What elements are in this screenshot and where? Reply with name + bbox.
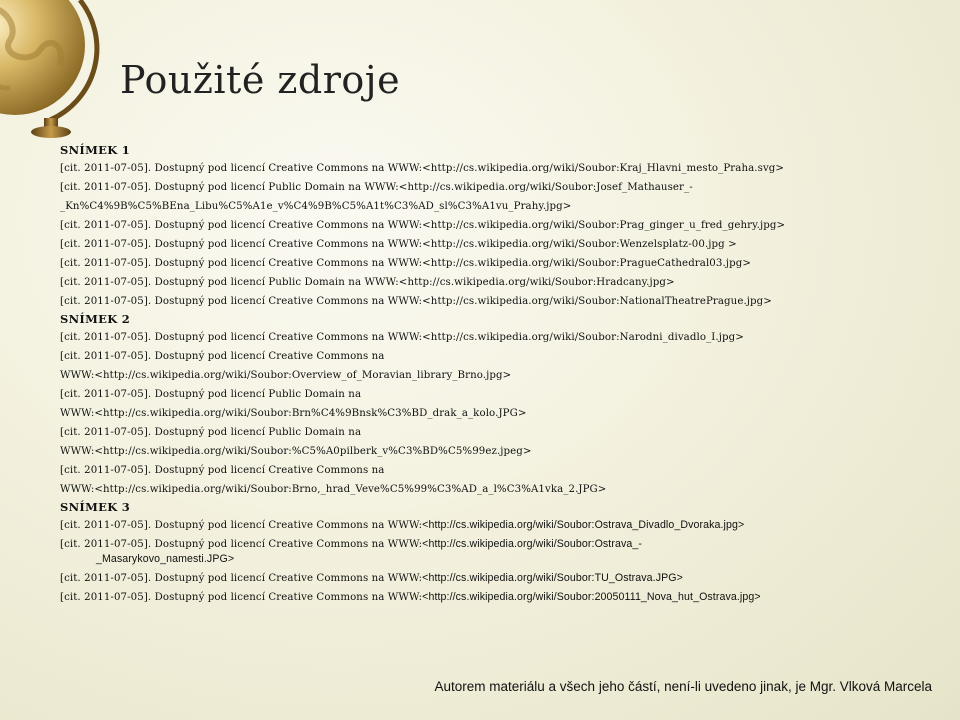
source-line: WWW:<http://cs.wikipedia.org/wiki/Soubor:Overview_of_Moravian_library_Brno.jpg>: [60, 370, 512, 381]
source-line: WWW:<http://cs.wikipedia.org/wiki/Soubor:Brn%C4%9Bnsk%C3%BD_drak_a_kolo.JPG>: [60, 408, 527, 419]
source-line: [cit. 2011-07-05]. Dostupný pod licencí Public Domain na WWW:<http://cs.wikipedia.org/wiki/Soubor:Josef_Mathauser_-: [60, 182, 693, 193]
source-line: [cit. 2011-07-05]. Dostupný pod licencí Public Domain na: [60, 427, 362, 438]
slide-title: Použité zdroje: [120, 58, 401, 102]
source-line: [cit. 2011-07-05]. Dostupný pod licencí Public Domain na: [60, 389, 362, 400]
source-line: [cit. 2011-07-05]. Dostupný pod licencí Creative Commons na WWW:<http://cs.wikipedia.org/wiki/Soubor:PragueCathedral03.jpg>: [60, 258, 751, 269]
source-line: [cit. 2011-07-05]. Dostupný pod licencí Creative Commons na: [60, 351, 385, 362]
source-line: [60, 516, 940, 535]
source-line: [cit. 2011-07-05]. Dostupný pod licencí Creative Commons na WWW:<http://cs.wikipedia.org/wiki/Soubor:Kraj_Hlavni_mesto_Praha.svg>: [60, 163, 785, 174]
source-url: <http://cs.wikipedia.org/wiki/Soubor:TU_Ostrava.JPG>: [422, 572, 683, 584]
source-line: _Kn%C4%9B%C5%BEna_Libu%C5%A1e_v%C4%9B%C5%A1t%C3%AD_sl%C3%A1vu_Prahy.jpg>: [60, 201, 572, 212]
source-url: <http://cs.wikipedia.org/wiki/Soubor:Ostrava_-: [422, 538, 642, 550]
source-line: WWW:<http://cs.wikipedia.org/wiki/Soubor:Brno,_hrad_Veve%C5%99%C3%AD_a_l%C3%A1vka_2.JPG>: [60, 484, 607, 495]
source-citation: [cit. 2011-07-05]. Dostupný pod licencí Creative Commons na WWW:: [60, 520, 423, 531]
source-line: [cit. 2011-07-05]. Dostupný pod licencí Creative Commons na WWW:<http://cs.wikipedia.org/wiki/Soubor:Wenzelsplatz-00.jpg >: [60, 239, 737, 250]
sources-list: [60, 142, 940, 607]
source-line: [cit. 2011-07-05]. Dostupný pod licencí Public Domain na WWW:<http://cs.wikipedia.org/wiki/Soubor:Hradcany.jpg>: [60, 277, 675, 288]
source-line: [60, 588, 940, 607]
author-footer: Autorem materiálu a všech jeho částí, není-li uvedeno jinak, je Mgr. Vlková Marcela: [434, 679, 932, 694]
source-line: [cit. 2011-07-05]. Dostupný pod licencí Creative Commons na: [60, 465, 385, 476]
source-line: [cit. 2011-07-05]. Dostupný pod licencí Creative Commons na WWW:<http://cs.wikipedia.org/wiki/Soubor:NationalTheatrePrague.jpg>: [60, 296, 772, 307]
source-line: [60, 535, 940, 569]
source-url: <http://cs.wikipedia.org/wiki/Soubor:20050111_Nova_hut_Ostrava.jpg>: [422, 591, 761, 603]
source-line: [cit. 2011-07-05]. Dostupný pod licencí Creative Commons na WWW:<http://cs.wikipedia.org/wiki/Soubor:Narodni_divadlo_I.jpg>: [60, 332, 744, 343]
source-line: [60, 569, 940, 588]
source-url-continuation: _Masarykovo_namesti.JPG>: [96, 553, 235, 565]
source-citation: [cit. 2011-07-05]. Dostupný pod licencí Creative Commons na WWW:: [60, 539, 423, 550]
source-url: <http://cs.wikipedia.org/wiki/Soubor:Ostrava_Divadlo_Dvoraka.jpg>: [422, 519, 745, 531]
section-heading: SNÍMEK 3: [60, 500, 131, 514]
section-heading: SNÍMEK 2: [60, 312, 131, 326]
source-citation: [cit. 2011-07-05]. Dostupný pod licencí Creative Commons na WWW:: [60, 573, 423, 584]
globe-icon: [0, 0, 100, 150]
source-citation: [cit. 2011-07-05]. Dostupný pod licencí Creative Commons na WWW:: [60, 592, 423, 603]
source-line: WWW:<http://cs.wikipedia.org/wiki/Soubor:%C5%A0pilberk_v%C3%BD%C5%99ez.jpeg>: [60, 446, 532, 457]
section-heading: SNÍMEK 1: [60, 143, 131, 157]
source-line: [cit. 2011-07-05]. Dostupný pod licencí Creative Commons na WWW:<http://cs.wikipedia.org/wiki/Soubor:Prag_ginger_u_fred_gehry.jpg>: [60, 220, 786, 231]
